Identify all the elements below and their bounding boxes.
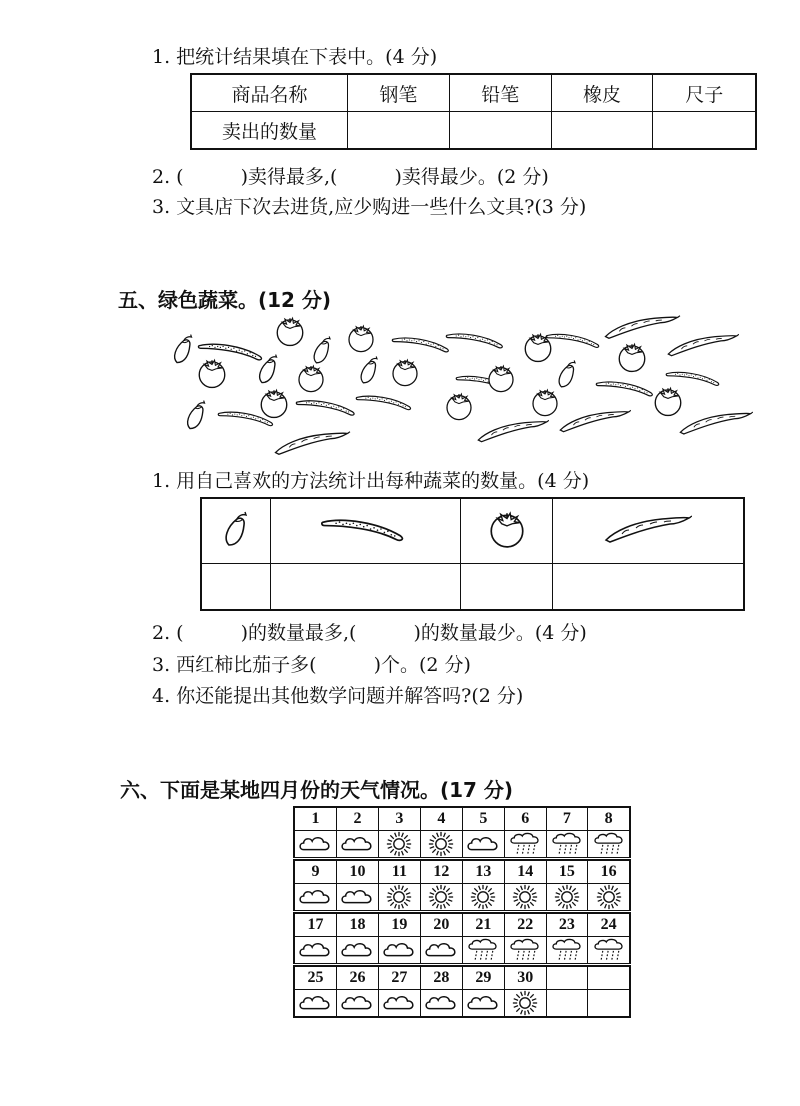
calendar-day-number: 30 [504, 967, 546, 990]
calendar-weather-cell [546, 990, 588, 1018]
cloudy-icon [340, 993, 374, 1013]
calendar-weather-cell [546, 831, 588, 859]
vegetable-scene [165, 312, 765, 462]
eggplant-icon [188, 401, 205, 429]
rainy-icon [509, 938, 541, 962]
calendar-weather-cell [336, 884, 378, 912]
question-5-2: 2. ( )的数量最多,( )的数量最少。(4 分) [152, 622, 587, 644]
calendar-day-number: 16 [588, 861, 630, 884]
cucumber-icon [392, 338, 448, 352]
tomato-icon [261, 390, 287, 417]
tomato-icon [525, 334, 551, 361]
section-5-heading: 五、绿色蔬菜。(12 分) [118, 288, 332, 312]
section-6-heading: 六、下面是某地四月份的天气情况。(17 分) [120, 778, 514, 802]
cucumber-icon [218, 412, 272, 425]
question-4-3: 3. 文具店下次去进货,应少购进一些什么文具?(3 分) [152, 196, 587, 218]
calendar-weather-cell [378, 990, 420, 1018]
cloudy-icon [466, 834, 500, 854]
calendar-weather-cell [294, 884, 336, 912]
sales-table [190, 73, 757, 150]
table-header-cell: 商品名称 [191, 74, 348, 112]
calendar-day-row [294, 807, 630, 831]
calendar-weather-cell [504, 831, 546, 859]
cloudy-icon [340, 940, 374, 960]
calendar-day-row [294, 967, 630, 990]
question-4-1: 1. 把统计结果填在下表中。(4 分) [152, 46, 438, 68]
calendar-day-number: 9 [294, 861, 336, 884]
calendar-weather-cell [504, 937, 546, 965]
sunny-icon [428, 831, 454, 857]
calendar-day-number: 13 [462, 861, 504, 884]
table-icon-cell [201, 498, 271, 564]
table-header-cell: 铅笔 [449, 74, 551, 112]
calendar-weather-cell [588, 937, 630, 965]
calendar-weather-cell [504, 990, 546, 1018]
rainy-icon [509, 832, 541, 856]
calendar-day-number: 20 [420, 914, 462, 937]
cucumber-icon [356, 396, 410, 409]
bean-pod-icon [680, 412, 753, 434]
calendar-weather-cell [420, 831, 462, 859]
calendar-weather-cell [378, 937, 420, 965]
calendar-weather-cell [546, 884, 588, 912]
rainy-icon [467, 938, 499, 962]
calendar-day-number: 4 [420, 807, 462, 831]
calendar-weather-cell [462, 831, 504, 859]
cloudy-icon [340, 887, 374, 907]
answer-cell[interactable] [551, 112, 653, 150]
cucumber-icon [546, 334, 599, 347]
calendar-weather-row [294, 990, 630, 1018]
bean-pod-icon [600, 511, 696, 547]
sunny-icon [470, 884, 496, 910]
calendar-day-number: 8 [588, 807, 630, 831]
calendar-day-number: 6 [504, 807, 546, 831]
eggplant-icon [175, 335, 192, 363]
calendar-day-number: 3 [378, 807, 420, 831]
calendar-weather-cell [588, 884, 630, 912]
calendar-weather-cell [420, 884, 462, 912]
cucumber-icon [446, 334, 502, 348]
weather-calendar [293, 806, 631, 1018]
calendar-weather-cell [546, 937, 588, 965]
tomato-icon [484, 506, 530, 552]
tomato-icon [199, 360, 225, 387]
calendar-day-number: 2 [336, 807, 378, 831]
table-row-label: 卖出的数量 [191, 112, 348, 150]
calendar-weather-cell [420, 937, 462, 965]
rainy-icon [593, 832, 625, 856]
cloudy-icon [466, 993, 500, 1013]
calendar-weather-cell [462, 937, 504, 965]
calendar-day-number: 1 [294, 807, 336, 831]
table-row [201, 564, 744, 611]
table-header-cell: 尺子 [653, 74, 756, 112]
cloudy-icon [298, 993, 332, 1013]
rainy-icon [551, 938, 583, 962]
tomato-icon [447, 394, 471, 420]
tomato-icon [277, 318, 303, 345]
answer-cell[interactable] [201, 564, 271, 611]
table-header-cell: 橡皮 [551, 74, 653, 112]
calendar-weather-cell [336, 831, 378, 859]
tomato-icon [533, 390, 557, 416]
calendar-weather-cell [336, 937, 378, 965]
calendar-weather-cell [420, 990, 462, 1018]
tomato-icon [299, 366, 323, 392]
table-icon-cell [271, 498, 461, 564]
bean-pod-icon [275, 432, 350, 455]
eggplant-icon [314, 336, 330, 362]
calendar-day-number: 11 [378, 861, 420, 884]
calendar-weather-cell [294, 990, 336, 1018]
calendar-day-number: 17 [294, 914, 336, 937]
calendar-weather-cell [588, 990, 630, 1018]
cloudy-icon [382, 940, 416, 960]
sunny-icon [512, 990, 538, 1016]
vegetable-count-table [200, 497, 745, 611]
question-5-3: 3. 西红柿比茄子多( )个。(2 分) [152, 654, 471, 676]
calendar-day-number: 19 [378, 914, 420, 937]
cloudy-icon [340, 834, 374, 854]
cloudy-icon [424, 940, 458, 960]
calendar-weather-cell [294, 937, 336, 965]
bean-pod-icon [478, 420, 549, 441]
cloudy-icon [298, 887, 332, 907]
calendar-weather-cell [336, 990, 378, 1018]
calendar-weather-row [294, 831, 630, 859]
calendar-day-number: 7 [546, 807, 588, 831]
tomato-icon [489, 366, 513, 392]
cloudy-icon [298, 940, 332, 960]
question-5-1: 1. 用自己喜欢的方法统计出每种蔬菜的数量。(4 分) [152, 470, 590, 492]
eggplant-icon [219, 507, 253, 551]
sunny-icon [428, 884, 454, 910]
calendar-day-number: 5 [462, 807, 504, 831]
calendar-day-number: 27 [378, 967, 420, 990]
tomato-icon [393, 360, 417, 386]
cucumber-icon [296, 401, 354, 415]
calendar-day-number: 24 [588, 914, 630, 937]
sunny-icon [512, 884, 538, 910]
tomato-icon [655, 388, 681, 415]
eggplant-icon [361, 356, 377, 382]
table-row [191, 112, 756, 150]
tomato-icon [349, 326, 373, 352]
cucumber-icon [318, 511, 414, 547]
calendar-day-number: 29 [462, 967, 504, 990]
answer-cell[interactable] [461, 564, 553, 611]
sunny-icon [386, 831, 412, 857]
sunny-icon [386, 884, 412, 910]
question-4-2: 2. ( )卖得最多,( )卖得最少。(2 分) [152, 166, 549, 188]
calendar-day-row [294, 914, 630, 937]
calendar-day-number: 28 [420, 967, 462, 990]
bean-pod-icon [668, 334, 739, 355]
calendar-weather-row [294, 937, 630, 965]
eggplant-icon [559, 360, 575, 386]
calendar-day-number: 22 [504, 914, 546, 937]
calendar-weather-cell [462, 990, 504, 1018]
cloudy-icon [382, 993, 416, 1013]
cucumber-icon [198, 344, 261, 360]
calendar-weather-cell [378, 831, 420, 859]
calendar-weather-cell [504, 884, 546, 912]
calendar-day-number: 18 [336, 914, 378, 937]
sunny-icon [596, 884, 622, 910]
table-row [191, 74, 756, 112]
calendar-day-row [294, 861, 630, 884]
calendar-weather-cell [378, 884, 420, 912]
cloudy-icon [298, 834, 332, 854]
cloudy-icon [424, 993, 458, 1013]
calendar-day-number: 10 [336, 861, 378, 884]
cucumber-icon [666, 372, 719, 385]
answer-cell[interactable] [449, 112, 551, 150]
calendar-day-number: 14 [504, 861, 546, 884]
answer-cell[interactable] [553, 564, 744, 611]
answer-cell[interactable] [348, 112, 450, 150]
calendar-day-number [546, 967, 588, 990]
calendar-weather-cell [462, 884, 504, 912]
calendar-weather-cell [294, 831, 336, 859]
tomato-icon [619, 344, 645, 371]
sunny-icon [554, 884, 580, 910]
calendar-day-number: 12 [420, 861, 462, 884]
rainy-icon [551, 832, 583, 856]
calendar-day-number: 26 [336, 967, 378, 990]
table-row [201, 498, 744, 564]
question-5-4: 4. 你还能提出其他数学问题并解答吗?(2 分) [152, 685, 524, 707]
calendar-day-number [588, 967, 630, 990]
bean-pod-icon [605, 316, 680, 339]
calendar-day-number: 25 [294, 967, 336, 990]
rainy-icon [593, 938, 625, 962]
calendar-day-number: 15 [546, 861, 588, 884]
calendar-day-number: 21 [462, 914, 504, 937]
cucumber-icon [596, 382, 652, 396]
answer-cell[interactable] [271, 564, 461, 611]
table-icon-cell [461, 498, 553, 564]
table-header-cell: 钢笔 [348, 74, 450, 112]
answer-cell[interactable] [653, 112, 756, 150]
calendar-day-number: 23 [546, 914, 588, 937]
bean-pod-icon [560, 410, 631, 431]
calendar-weather-row [294, 884, 630, 912]
calendar-weather-cell [588, 831, 630, 859]
eggplant-icon [260, 355, 277, 383]
table-icon-cell [553, 498, 744, 564]
